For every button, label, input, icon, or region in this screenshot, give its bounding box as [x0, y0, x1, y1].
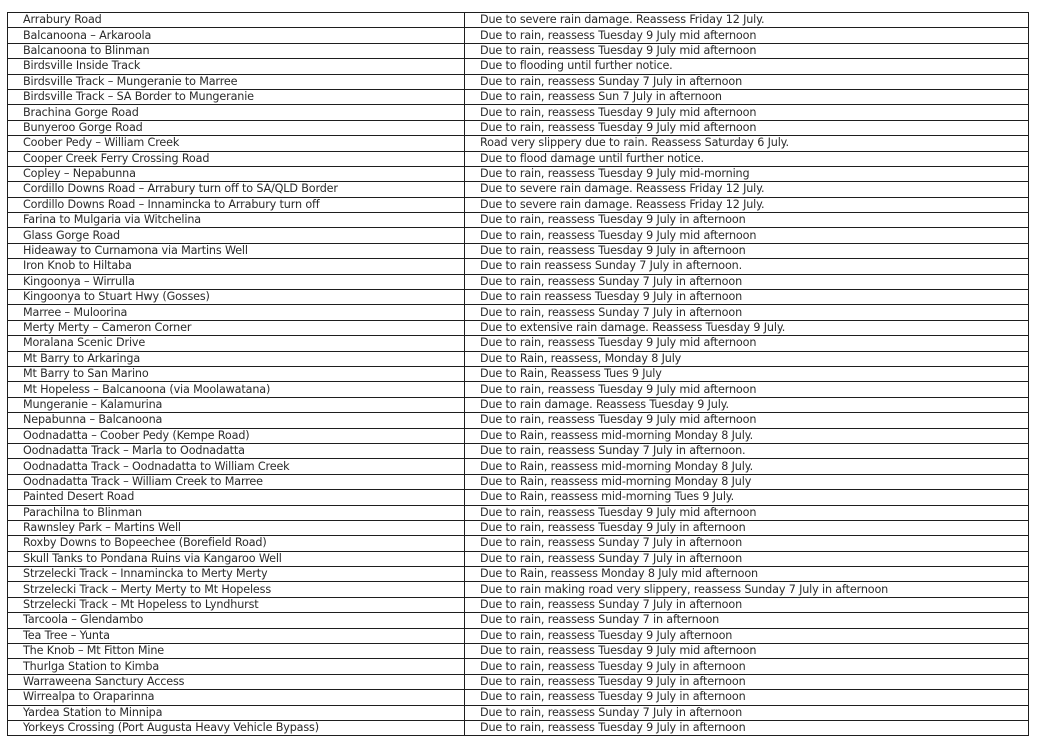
closure-status-cell: Due to Rain, reassess mid-morning Monday 8 July	[465, 474, 1029, 489]
road-name-cell: Marree – Muloorina	[8, 305, 465, 320]
table-row	[8, 628, 1029, 643]
closure-status-cell: Due to rain, reassess Tuesday 9 July mid afternoon	[465, 336, 1029, 351]
road-name-cell: Birdsville Inside Track	[8, 59, 465, 74]
table-row	[8, 536, 1029, 551]
table-row	[8, 259, 1029, 274]
closure-status-cell: Due to rain making road very slippery, reassess Sunday 7 July in afternoon	[465, 582, 1029, 597]
table-row	[8, 43, 1029, 58]
table-row	[8, 213, 1029, 228]
table-row	[8, 182, 1029, 197]
table-row	[8, 166, 1029, 181]
table-row	[8, 151, 1029, 166]
table-row	[8, 490, 1029, 505]
road-name-cell: Iron Knob to Hiltaba	[8, 259, 465, 274]
closure-status-cell: Due to Rain, reassess, Monday 8 July	[465, 351, 1029, 366]
road-name-cell: Oodnadatta Track – William Creek to Marree	[8, 474, 465, 489]
road-name-cell: Oodnadatta Track – Marla to Oodnadatta	[8, 443, 465, 458]
table-row	[8, 597, 1029, 612]
road-name-cell: Glass Gorge Road	[8, 228, 465, 243]
closure-status-cell: Due to rain, reassess Sunday 7 July in afternoon	[465, 597, 1029, 612]
table-row	[8, 428, 1029, 443]
table-row	[8, 705, 1029, 720]
road-name-cell: Arrabury Road	[8, 13, 465, 28]
road-name-cell: Balcanoona to Blinman	[8, 43, 465, 58]
table-row	[8, 59, 1029, 74]
closure-status-cell: Road very slippery due to rain. Reassess Saturday 6 July.	[465, 136, 1029, 151]
road-name-cell: Mt Barry to San Marino	[8, 366, 465, 381]
road-name-cell: Kingoonya – Wirrulla	[8, 274, 465, 289]
closure-status-cell: Due to rain, reassess Sunday 7 July in afternoon	[465, 305, 1029, 320]
closure-status-cell: Due to rain, reassess Tuesday 9 July in afternoon	[465, 520, 1029, 535]
closure-status-cell: Due to rain, reassess Tuesday 9 July mid afternoon	[465, 413, 1029, 428]
closure-status-cell: Due to rain, reassess Tuesday 9 July mid afternoon	[465, 505, 1029, 520]
closure-status-cell: Due to flooding until further notice.	[465, 59, 1029, 74]
road-name-cell: Nepabunna – Balcanoona	[8, 413, 465, 428]
road-name-cell: Tarcoola – Glendambo	[8, 613, 465, 628]
closure-status-cell: Due to rain, reassess Sunday 7 July in afternoon	[465, 536, 1029, 551]
table-row	[8, 197, 1029, 212]
closure-status-cell: Due to Rain, reassess mid-morning Monday 8 July.	[465, 459, 1029, 474]
table-row	[8, 274, 1029, 289]
closure-status-cell: Due to rain, reassess Tuesday 9 July in afternoon	[465, 243, 1029, 258]
table-row	[8, 228, 1029, 243]
closure-status-cell: Due to severe rain damage. Reassess Friday 12 July.	[465, 182, 1029, 197]
road-name-cell: Merty Merty – Cameron Corner	[8, 320, 465, 335]
road-name-cell: Cordillo Downs Road – Innamincka to Arrabury turn off	[8, 197, 465, 212]
closure-status-cell: Due to rain reassess Tuesday 9 July in afternoon	[465, 290, 1029, 305]
closure-status-cell: Due to Rain, reassess mid-morning Tues 9 July.	[465, 490, 1029, 505]
table-row	[8, 120, 1029, 135]
closure-status-cell: Due to severe rain damage. Reassess Friday 12 July.	[465, 197, 1029, 212]
table-row	[8, 413, 1029, 428]
table-row	[8, 243, 1029, 258]
table-row	[8, 89, 1029, 104]
road-name-cell: Strzelecki Track – Merty Merty to Mt Hopeless	[8, 582, 465, 597]
table-row	[8, 474, 1029, 489]
table-row	[8, 505, 1029, 520]
closure-status-cell: Due to extensive rain damage. Reassess Tuesday 9 July.	[465, 320, 1029, 335]
road-name-cell: Mt Barry to Arkaringa	[8, 351, 465, 366]
road-name-cell: Wirrealpa to Oraparinna	[8, 690, 465, 705]
road-name-cell: Roxby Downs to Bopeechee (Borefield Road)	[8, 536, 465, 551]
table-row	[8, 28, 1029, 43]
table-row	[8, 567, 1029, 582]
closure-status-cell: Due to rain, reassess Tuesday 9 July mid afternoon	[465, 228, 1029, 243]
road-name-cell: The Knob – Mt Fitton Mine	[8, 644, 465, 659]
road-name-cell: Parachilna to Blinman	[8, 505, 465, 520]
table-row	[8, 382, 1029, 397]
closure-status-cell: Due to rain, reassess Sunday 7 in afternoon	[465, 613, 1029, 628]
road-name-cell: Birdsville Track – Mungeranie to Marree	[8, 74, 465, 89]
road-name-cell: Tea Tree – Yunta	[8, 628, 465, 643]
table-row	[8, 459, 1029, 474]
closure-status-cell: Due to Rain, reassess Monday 8 July mid afternoon	[465, 567, 1029, 582]
closure-status-cell: Due to rain, reassess Tuesday 9 July mid afternoon	[465, 120, 1029, 135]
table-row	[8, 551, 1029, 566]
road-name-cell: Strzelecki Track – Mt Hopeless to Lyndhurst	[8, 597, 465, 612]
road-name-cell: Cordillo Downs Road – Arrabury turn off to SA/QLD Border	[8, 182, 465, 197]
table-row	[8, 520, 1029, 535]
road-name-cell: Mungeranie – Kalamurina	[8, 397, 465, 412]
closure-status-cell: Due to rain, reassess Tuesday 9 July in afternoon	[465, 674, 1029, 689]
table-row	[8, 397, 1029, 412]
closure-status-cell: Due to rain, reassess Tuesday 9 July in afternoon	[465, 213, 1029, 228]
road-name-cell: Thurlga Station to Kimba	[8, 659, 465, 674]
road-name-cell: Painted Desert Road	[8, 490, 465, 505]
road-name-cell: Hideaway to Curnamona via Martins Well	[8, 243, 465, 258]
road-name-cell: Bunyeroo Gorge Road	[8, 120, 465, 135]
road-name-cell: Brachina Gorge Road	[8, 105, 465, 120]
closure-status-cell: Due to rain, reassess Tuesday 9 July mid-morning	[465, 166, 1029, 181]
closure-status-cell: Due to rain, reassess Sunday 7 July in afternoon	[465, 74, 1029, 89]
table-row	[8, 720, 1029, 735]
closure-status-cell: Due to rain, reassess Sunday 7 July in afternoon	[465, 551, 1029, 566]
closure-status-cell: Due to rain, reassess Tuesday 9 July mid afternoon	[465, 644, 1029, 659]
road-closures-table	[7, 12, 1029, 736]
closure-status-cell: Due to rain, reassess Tuesday 9 July in afternoon	[465, 659, 1029, 674]
road-name-cell: Mt Hopeless – Balcanoona (via Moolawatana)	[8, 382, 465, 397]
table-row	[8, 305, 1029, 320]
road-name-cell: Kingoonya to Stuart Hwy (Gosses)	[8, 290, 465, 305]
road-name-cell: Balcanoona – Arkaroola	[8, 28, 465, 43]
closure-status-cell: Due to rain, reassess Tuesday 9 July in afternoon	[465, 720, 1029, 735]
table-row	[8, 290, 1029, 305]
road-name-cell: Cooper Creek Ferry Crossing Road	[8, 151, 465, 166]
closure-status-cell: Due to Rain, reassess mid-morning Monday 8 July.	[465, 428, 1029, 443]
closure-status-cell: Due to rain, reassess Tuesday 9 July mid afternoon	[465, 43, 1029, 58]
road-name-cell: Skull Tanks to Pondana Ruins via Kangaroo Well	[8, 551, 465, 566]
table-row	[8, 366, 1029, 381]
table-row	[8, 659, 1029, 674]
closure-status-cell: Due to rain, reassess Sunday 7 July in afternoon	[465, 274, 1029, 289]
closure-status-cell: Due to rain, reassess Tuesday 9 July mid afternoon	[465, 382, 1029, 397]
closure-status-cell: Due to flood damage until further notice.	[465, 151, 1029, 166]
closure-status-cell: Due to rain, reassess Tuesday 9 July mid afternoon	[465, 105, 1029, 120]
table-row	[8, 336, 1029, 351]
road-name-cell: Warraweena Sanctury Access	[8, 674, 465, 689]
road-name-cell: Copley – Nepabunna	[8, 166, 465, 181]
road-name-cell: Oodnadatta – Coober Pedy (Kempe Road)	[8, 428, 465, 443]
table-row	[8, 13, 1029, 28]
closure-status-cell: Due to rain damage. Reassess Tuesday 9 July.	[465, 397, 1029, 412]
road-name-cell: Coober Pedy – William Creek	[8, 136, 465, 151]
closure-status-cell: Due to rain reassess Sunday 7 July in afternoon.	[465, 259, 1029, 274]
table-row	[8, 351, 1029, 366]
road-name-cell: Strzelecki Track – Innamincka to Merty Merty	[8, 567, 465, 582]
table-row	[8, 674, 1029, 689]
table-body	[8, 13, 1029, 736]
road-name-cell: Rawnsley Park – Martins Well	[8, 520, 465, 535]
road-name-cell: Yorkeys Crossing (Port Augusta Heavy Vehicle Bypass)	[8, 720, 465, 735]
table-row	[8, 690, 1029, 705]
table-row	[8, 136, 1029, 151]
closure-status-cell: Due to rain, reassess Sunday 7 July in afternoon.	[465, 443, 1029, 458]
road-name-cell: Birdsville Track – SA Border to Mungeranie	[8, 89, 465, 104]
closure-status-cell: Due to rain, reassess Tuesday 9 July mid afternoon	[465, 28, 1029, 43]
table-row	[8, 74, 1029, 89]
closure-status-cell: Due to rain, reassess Tuesday 9 July afternoon	[465, 628, 1029, 643]
table-row	[8, 613, 1029, 628]
table-row	[8, 443, 1029, 458]
road-name-cell: Yardea Station to Minnipa	[8, 705, 465, 720]
closure-status-cell: Due to Rain, Reassess Tues 9 July	[465, 366, 1029, 381]
table-row	[8, 644, 1029, 659]
table-row	[8, 582, 1029, 597]
closure-status-cell: Due to severe rain damage. Reassess Friday 12 July.	[465, 13, 1029, 28]
road-name-cell: Farina to Mulgaria via Witchelina	[8, 213, 465, 228]
table-row	[8, 320, 1029, 335]
closure-status-cell: Due to rain, reassess Sunday 7 July in afternoon	[465, 705, 1029, 720]
road-name-cell: Oodnadatta Track – Oodnadatta to William Creek	[8, 459, 465, 474]
closure-status-cell: Due to rain, reassess Tuesday 9 July in afternoon	[465, 690, 1029, 705]
road-name-cell: Moralana Scenic Drive	[8, 336, 465, 351]
closure-status-cell: Due to rain, reassess Sun 7 July in afternoon	[465, 89, 1029, 104]
table-row	[8, 105, 1029, 120]
